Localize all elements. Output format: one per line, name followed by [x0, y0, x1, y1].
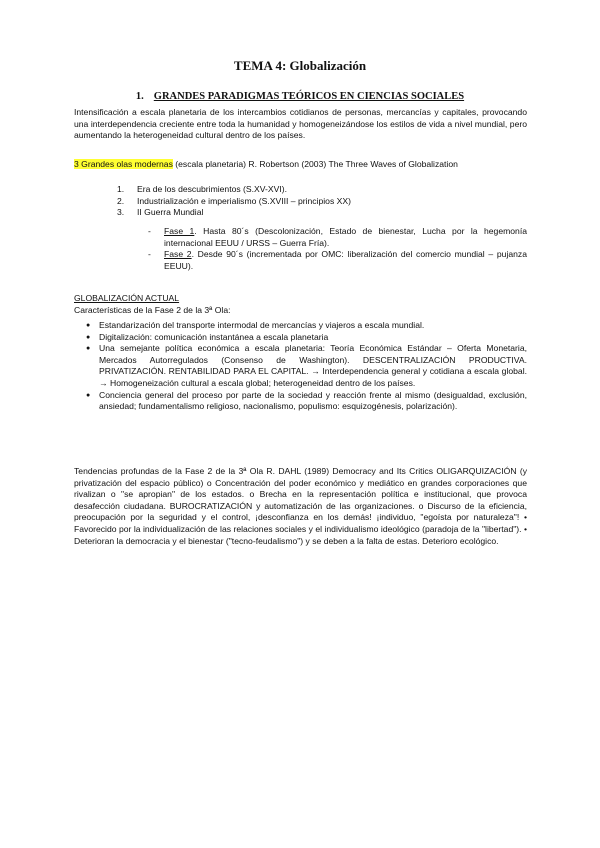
- fases-list: [148, 226, 527, 272]
- page-title: TEMA 4: Globalización: [233, 58, 367, 73]
- list-item: [117, 207, 527, 219]
- list-item: [117, 184, 527, 196]
- bullet-text: Conciencia general del proceso por parte de la sociedad y reacción frente al mismo (desigualdad, exclusión, ansiedad; fundamentalismo religioso, nacionalismo, populismo: esquizogénesis, polarización).: [99, 389, 527, 412]
- bullet-list: [86, 320, 527, 413]
- fase-label: Fase 1: [164, 226, 195, 236]
- bullet-icon: ●: [86, 391, 91, 399]
- olas-rest: (escala planetaria) R. Robertson (2003) The Three Waves of Globalization: [172, 159, 458, 169]
- section-heading: [0, 91, 600, 102]
- fase-item: [148, 226, 527, 249]
- list-item-text: II Guerra Mundial: [137, 207, 204, 218]
- bullet-icon: ●: [86, 322, 91, 329]
- list-number: 1.: [117, 184, 125, 194]
- list-item: [117, 196, 527, 208]
- bullet-text: Digitalización: comunicación instantánea a escala planetaria: [99, 331, 329, 342]
- bullet-item: [86, 320, 527, 332]
- characteristics-intro: Características de la Fase 2 de la 3ª Ola:: [74, 304, 231, 315]
- fase-body: [164, 249, 527, 272]
- globalizacion-section: [74, 293, 527, 316]
- bullet-item: [86, 390, 527, 413]
- numbered-list: [117, 184, 527, 219]
- bullet-icon: ●: [86, 345, 91, 353]
- fase-item: [148, 249, 527, 272]
- list-number: 3.: [117, 207, 125, 218]
- bullet-icon: ●: [86, 333, 91, 341]
- fase-body: [164, 226, 527, 249]
- tendencias-paragraph: Tendencias profundas de la Fase 2 de la 3ª Ola R. DAHL (1989) Democracy and Its Critics OLIGARQUIZACIÓN (y privatización del espacio público) o Concentración del poder económico y mediático en grandes corporaciones que rivalizan o "se apropian" de los estados. o Brecha en la representación política e institucional, que provoca desafección ciudadana. BUROCRATIZACIÓN y automatización de las organizaciones. o Discurso de la eficiencia, preocupación por la seguridad y el control, ¡desconfianza en los demás! ¡individuo, "egoísta por naturaleza"! • Favorecido por la individualización de las relaciones sociales y el individualismo ideológico (paradoja de la "libertad"). • Deterioran la democracia y el bienestar ("tecno-feudalismo") y se deben a la falta de estas. Deterioro ecológico.: [74, 466, 527, 546]
- section-heading-text: GRANDES PARADIGMAS TEÓRICOS EN CIENCIAS SOCIALES: [153, 91, 465, 102]
- dash-marker: -: [148, 226, 151, 236]
- list-number: 2.: [117, 195, 125, 206]
- fase-text: . Hasta 80´s (Descolonización, Estado de bienestar, Lucha por la hegemonía internacional EEUU / URSS – Guerra Fría).: [164, 226, 527, 248]
- highlighted-text: 3 Grandes olas modernas: [74, 159, 173, 169]
- fase-label: Fase 2: [164, 249, 192, 260]
- dash-marker: -: [148, 249, 151, 260]
- olas-paragraph: [74, 159, 527, 171]
- intro-paragraph: Intensificación a escala planetaria de los intercambios cotidianos de personas, mercancías y capitales, provocando una interdependencia creciente entre toda la humanidad y homogeneizándose los estilos de vida a nivel mundial, pero aumentando la heterogeneidad cultural dentro de los países.: [74, 107, 527, 141]
- section-number: 1.: [135, 91, 144, 102]
- bullet-item: [86, 332, 527, 344]
- bullet-text: Una semejante política económica a escala planetaria: Teoría Económica Estándar – Oferta Monetaria, Mercados Autorregulados (Consenso de Washington). DESCENTRALIZACIÓN PRODUCTIVA. PRIVATIZACIÓN. RENTABILIDAD PARA EL CAPITAL. → Interdependencia general y cotidiana a escala global. → Homogeneización cultural a escala global; heterogeneidad dentro de los países.: [99, 343, 527, 388]
- bullet-text: Estandarización del transporte intermodal de mercancías y viajeros a escala mundial.: [99, 320, 425, 330]
- list-item-text: Era de los descubrimientos (S.XV-XVI).: [137, 184, 287, 194]
- list-item-text: Industrialización e imperialismo (S.XVIII – principios XX): [137, 195, 351, 206]
- bullet-item: [86, 343, 527, 389]
- section-subheading: GLOBALIZACIÓN ACTUAL: [74, 293, 180, 303]
- fase-text: . Desde 90´s (incrementada por OMC: liberalización del comercio mundial – pujanza EEUU).: [164, 249, 527, 271]
